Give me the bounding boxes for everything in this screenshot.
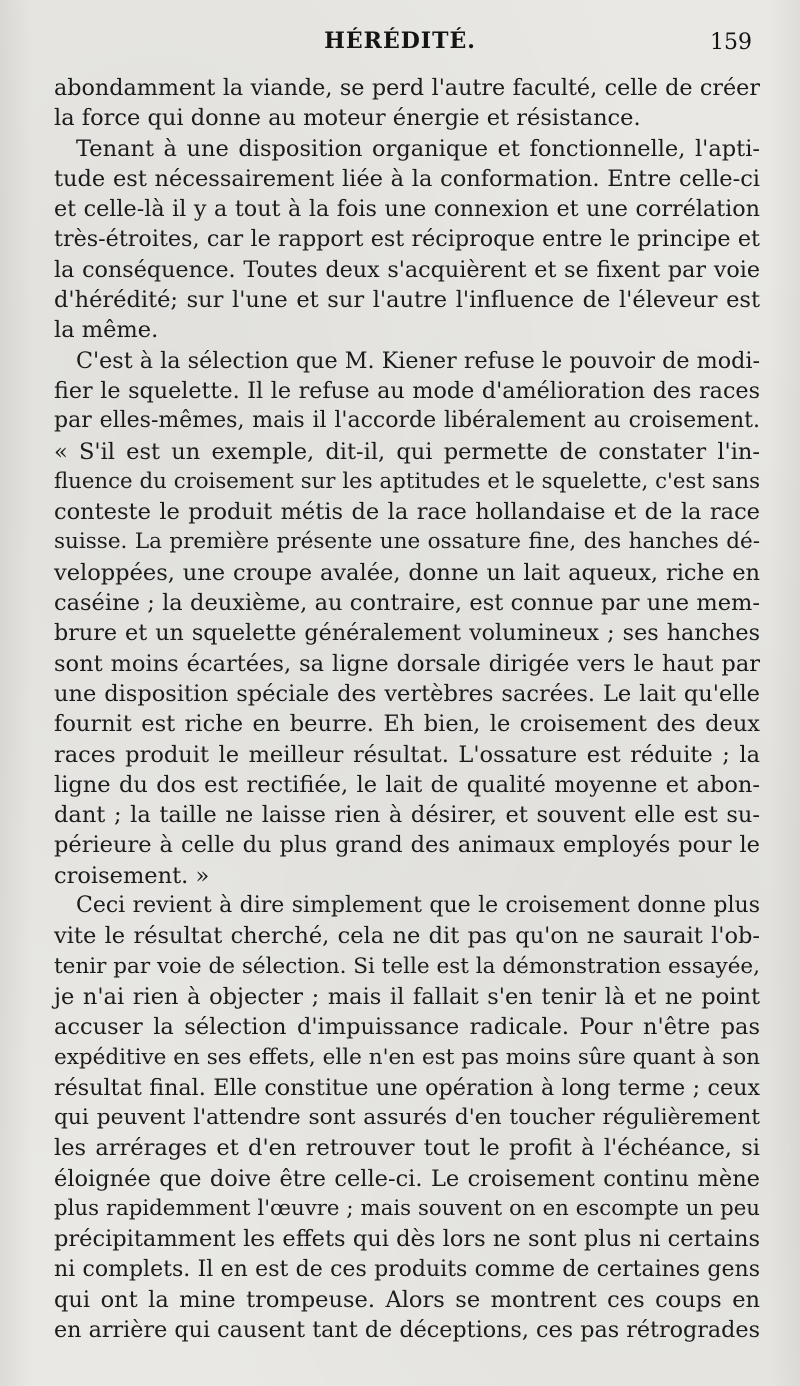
text-line: les arrérages et d'en retrouver tout le profit à l'échéance, si — [54, 1135, 760, 1162]
text-line: brure et un squelette généralement volumineux ; ses hanches — [54, 620, 760, 647]
text-line: je n'ai rien à objecter ; mais il fallait s'en tenir là et ne point — [54, 983, 760, 1010]
text-line: qui peuvent l'attendre sont assurés d'en toucher régulièrement — [54, 1105, 760, 1131]
body-text — [54, 73, 760, 1345]
text-line: caséine ; la deuxième, au contraire, est connue par une mem- — [54, 590, 760, 617]
text-line: tude est nécessairement liée à la conformation. Entre celle-ci — [54, 165, 760, 192]
text-line: éloignée que doive être celle-ci. Le croisement continu mène — [54, 1165, 760, 1192]
text-line: veloppées, une croupe avalée, donne un lait aqueux, riche en — [54, 559, 760, 586]
text-line: fluence du croisement sur les aptitudes et le squelette, c'est sans — [54, 468, 760, 494]
text-line: vite le résultat cherché, cela ne dit pas qu'on ne saurait l'ob- — [54, 923, 760, 950]
text-line: fournit est riche en beurre. Eh bien, le croisement des deux — [54, 711, 760, 738]
text-line: fier le squelette. Il le refuse au mode d'amélioration des races — [54, 377, 760, 404]
text-line: Ceci revient à dire simplement que le croisement donne plus — [76, 893, 760, 919]
text-line: expéditive en ses effets, elle n'en est pas moins sûre quant à son — [54, 1044, 760, 1070]
page-number: 159 — [710, 30, 752, 55]
text-line: conteste le produit métis de la race hollandaise et de la race — [54, 499, 760, 526]
text-line: « S'il est un exemple, dit-il, qui permette de constater l'in- — [54, 438, 760, 465]
text-line: plus rapidemment l'œuvre ; mais souvent on en escompte un peu — [54, 1195, 760, 1221]
text-line: accuser la sélection d'impuissance radicale. Pour n'être pas — [54, 1014, 760, 1041]
running-title: HÉRÉDITÉ. — [324, 28, 476, 54]
text-line: la même. — [54, 317, 159, 344]
text-line: C'est à la sélection que M. Kiener refuse le pouvoir de modi- — [76, 347, 760, 374]
text-line: périeure à celle du plus grand des animaux employés pour le — [54, 832, 760, 859]
text-line: en arrière qui causent tant de déceptions, ces pas rétrogrades — [54, 1317, 760, 1344]
text-line: précipitamment les effets qui dès lors ne sont plus ni certains — [54, 1226, 760, 1253]
text-line: la conséquence. Toutes deux s'acquièrent et se fixent par voie — [54, 256, 760, 283]
text-line: très-étroites, car le rapport est réciproque entre le principe et — [54, 226, 760, 253]
text-line: sont moins écartées, sa ligne dorsale dirigée vers le haut par — [54, 650, 760, 677]
text-line: Tenant à une disposition organique et fonctionnelle, l'apti- — [76, 135, 760, 162]
text-line: par elles-mêmes, mais il l'accorde libéralement au croisement. — [54, 408, 760, 434]
text-line: suisse. La première présente une ossature fine, des hanches dé- — [54, 529, 760, 555]
text-line: dant ; la taille ne laisse rien à désirer, et souvent elle est su- — [54, 802, 760, 829]
text-line: qui ont la mine trompeuse. Alors se montrent ces coups en — [54, 1286, 760, 1313]
text-line: une disposition spéciale des vertèbres sacrées. Le lait qu'elle — [54, 680, 760, 707]
text-line: résultat final. Elle constitue une opération à long terme ; ceux — [54, 1074, 760, 1101]
text-line: croisement. » — [54, 862, 210, 889]
text-line: ligne du dos est rectifiée, le lait de qualité moyenne et abon- — [54, 771, 760, 798]
text-line: d'hérédité; sur l'une et sur l'autre l'influence de l'éleveur est — [54, 287, 760, 314]
text-line: ni complets. Il en est de ces produits comme de certaines gens — [54, 1256, 760, 1282]
text-line: la force qui donne au moteur énergie et résistance. — [54, 105, 641, 132]
text-line: tenir par voie de sélection. Si telle est la démonstration essayée, — [54, 953, 760, 979]
text-line: et celle-là il y a tout à la fois une connexion et une corrélation — [54, 196, 760, 223]
running-head — [0, 28, 800, 58]
text-line: abondamment la viande, se perd l'autre faculté, celle de créer — [54, 75, 760, 101]
text-line: races produit le meilleur résultat. L'ossature est réduite ; la — [54, 741, 760, 768]
